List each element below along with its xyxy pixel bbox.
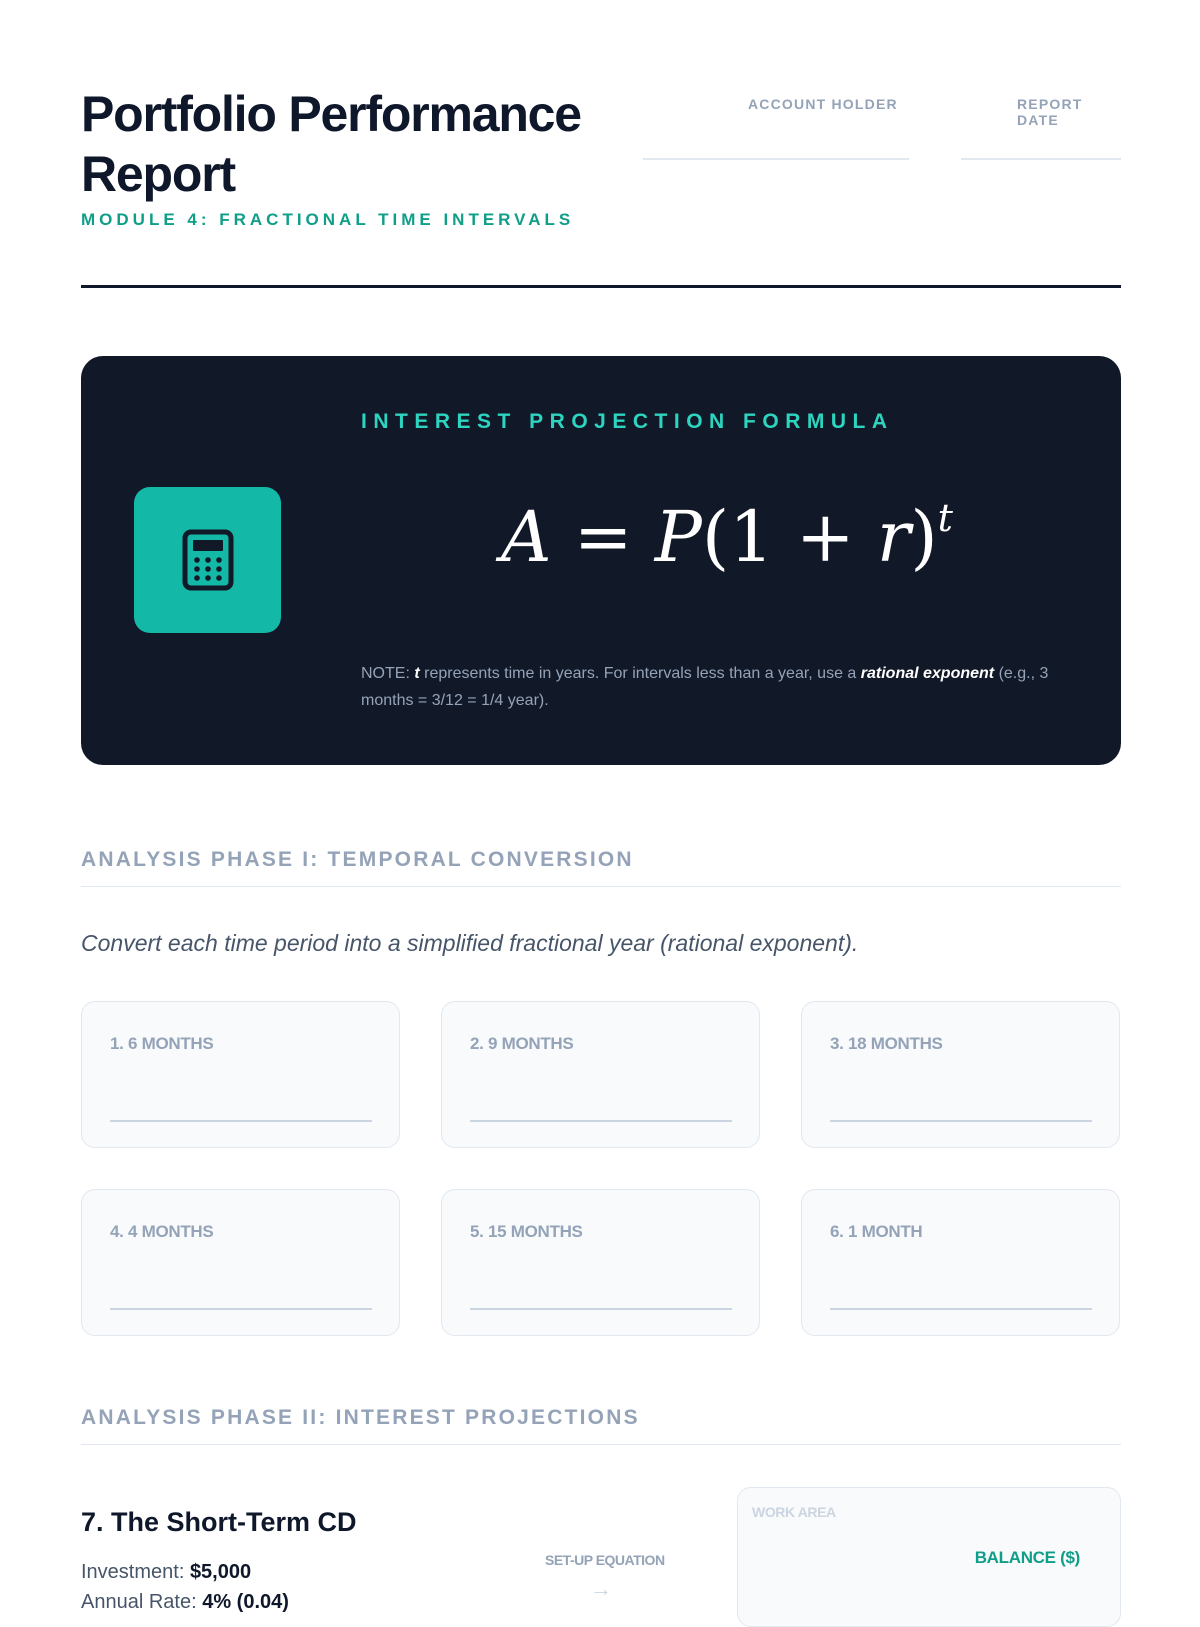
formula-open: (1 + xyxy=(701,496,877,578)
phase1-instruction: Convert each time period into a simplified fractional year (rational exponent). xyxy=(81,930,859,956)
formula-equals: = xyxy=(573,496,633,578)
formula-amount: A xyxy=(501,496,552,578)
conversion-card xyxy=(801,1001,1120,1148)
note-middle: represents time in years. For intervals less than a year, use a xyxy=(419,665,861,682)
conversion-label: 1. 6 MONTHS xyxy=(110,1034,214,1053)
rate-value: 4% (0.04) xyxy=(202,1591,289,1613)
conversion-card xyxy=(441,1001,760,1148)
formula-title: INTEREST PROJECTION FORMULA xyxy=(361,410,894,433)
phase2-divider xyxy=(81,1444,1121,1445)
calculator-icon-tile xyxy=(134,487,281,633)
report-date-field[interactable] xyxy=(961,158,1121,160)
note-variable: t xyxy=(414,665,420,682)
answer-line[interactable] xyxy=(470,1120,732,1122)
rate-label: Annual Rate: xyxy=(81,1591,203,1613)
note-suffix: (e.g., 3 months = 3/12 = 1/4 year). xyxy=(361,665,1049,709)
conversion-label: 4. 4 MONTHS xyxy=(110,1222,214,1241)
formula-close: ) xyxy=(910,496,938,578)
investment-label: Investment: xyxy=(81,1561,190,1583)
conversion-card xyxy=(441,1189,760,1336)
header-divider xyxy=(81,285,1121,288)
formula-exponent: t xyxy=(937,495,953,540)
setup-equation-label: SET-UP EQUATION xyxy=(545,1552,665,1568)
answer-line[interactable] xyxy=(830,1120,1092,1122)
work-area[interactable] xyxy=(737,1487,1121,1627)
answer-line[interactable] xyxy=(830,1308,1092,1310)
formula-card xyxy=(81,356,1121,765)
calculator-icon xyxy=(182,529,234,591)
formula-note xyxy=(361,660,1061,714)
conversion-label: 6. 1 MONTH xyxy=(830,1222,923,1241)
account-holder-label: ACCOUNT HOLDER xyxy=(748,96,898,112)
work-area-label: WORK AREA xyxy=(752,1504,836,1520)
note-prefix: NOTE: xyxy=(361,665,415,682)
investment-value: $5,000 xyxy=(189,1561,252,1583)
balance-label: BALANCE ($) xyxy=(974,1548,1080,1567)
arrow-right-icon: → xyxy=(590,1576,612,1601)
account-holder-field[interactable] xyxy=(643,158,909,160)
report-date-label: REPORT DATE xyxy=(1017,96,1083,128)
compound-interest-formula xyxy=(501,496,953,578)
conversion-card xyxy=(81,1001,400,1148)
worksheet-page xyxy=(81,0,1121,1613)
rate-line xyxy=(81,1591,289,1614)
phase1-title: ANALYSIS PHASE I: TEMPORAL CONVERSION xyxy=(81,848,634,871)
conversion-label: 3. 18 MONTHS xyxy=(830,1034,943,1053)
formula-rate: r xyxy=(876,496,911,578)
conversion-label: 5. 15 MONTHS xyxy=(470,1222,583,1241)
answer-line[interactable] xyxy=(110,1120,372,1122)
module-subtitle: MODULE 4: FRACTIONAL TIME INTERVALS xyxy=(81,210,575,229)
formula-principal: P xyxy=(654,496,702,578)
conversion-card xyxy=(81,1189,400,1336)
page-title: Portfolio Performance Report xyxy=(81,86,581,202)
problem-title: 7. The Short-Term CD xyxy=(81,1507,357,1537)
answer-line[interactable] xyxy=(110,1308,372,1310)
conversion-label: 2. 9 MONTHS xyxy=(470,1034,574,1053)
phase1-divider xyxy=(81,886,1121,887)
phase2-title: ANALYSIS PHASE II: INTEREST PROJECTIONS xyxy=(81,1406,640,1429)
investment-line xyxy=(81,1561,251,1584)
conversion-card xyxy=(801,1189,1120,1336)
note-emphasis: rational exponent xyxy=(860,665,995,682)
answer-line[interactable] xyxy=(470,1308,732,1310)
